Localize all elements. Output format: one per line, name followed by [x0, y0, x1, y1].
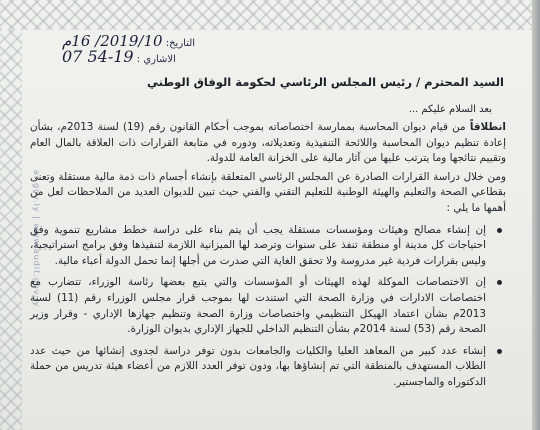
date-label: التاريخ: [165, 38, 196, 49]
decorative-border-left [0, 30, 22, 430]
letter-body [30, 120, 506, 395]
bullet-icon [497, 228, 502, 233]
page-edge-shadow [532, 0, 540, 430]
reference-value: 19-54 07 [62, 47, 134, 66]
salutation: السيد المحترم / رئيس المجلس الرئاسي لحكومة الوفاق الوطني [147, 75, 504, 89]
list-item [30, 344, 506, 391]
date-value: 2019/10/ 16م [62, 32, 163, 50]
bullet-icon [497, 349, 502, 354]
list-item-text: إن إنشاء مصالح وهيئات ومؤسسات مستقلة يجب أن يتم بناء على دراسة خطط مشاريع تنموية وفق احتياجات كل مدينة أو منطقة تنفذ على سنوات وترصد لها الميزانية اللازمة لتنفيذها وفق برامج استراتيجية، وليس بقرارات فردية غير مدروسة ولا تحقق الغاية التي صدرت من أجلها إنما تحمل الدولة أعباء مالية. [30, 223, 486, 267]
side-stamp: ar.gov.ly | www.audit.gov.ly [32, 170, 41, 308]
decorative-border-top [0, 0, 532, 30]
list-item-text: إن الاختصاصات الموكلة لهذه الهيئات أو المؤسسات والتي يتبع بعضها رئاسة الوزراء، تتضارب مع اختصاصات الادارات في وزارة الصحة التي استندت لها بموجب قرار مجلس الوزراء رقم (11) لسنة 2013م بشأن اعتماد الهيكل التنظيمي واختصاصات وزارة الصحة وتنظيم جهازها الإداري - وقرار وزير الصحة رقم (53) لسنة 2014م بشأن التنظيم الداخلي للجهاز الإداري بديوان الوزارة. [30, 276, 487, 336]
bullet-icon [497, 280, 502, 285]
paragraph-findings: ومن خلال دراسة القرارات الصادرة عن المجلس الرئاسي المتعلقة بإنشاء أجسام ذات ذمة مالية مستقلة وتعنى بقطاعي الصحة والتعليم والهيئة الوطنية للتعليم التقني والفني حيث تبين للديوان العديد من الملاحظات لعل من أهمها ما يلي : [30, 170, 506, 214]
paragraph-intro-lead: انطلاقاً [469, 121, 506, 133]
paragraph-intro-text: من قيام ديوان المحاسبة بممارسة اختصاصاته بموجب أحكام القانون رقم (19) لسنة 2013م، بشأن إعادة تنظيم ديوان المحاسبة واللائحة التنفيذية وتعديلاته، ودوره في متابعة القرارات ذات العلاقة بالمال العام وتقييم نتائجها وما يترتب عليها من آثار مالية على الخزانة العامة للدولة. [30, 121, 506, 165]
reference-line [62, 47, 176, 66]
greeting: بعد السلام عليكم ... [408, 104, 492, 115]
list-item-text: إنشاء عدد كبير من المعاهد العليا والكليات والجامعات بدون توفر دراسة لجدوى إنشائها من حيث عدد الطلاب المستهدف بالمنطقة التي تم إنشاؤها بها، ودون توفر العدد اللازم من أعضاء هيئة تدريس من حملة الدكتوراه والماجستير. [30, 344, 486, 388]
paragraph-intro [30, 120, 506, 167]
list-item [30, 275, 506, 337]
reference-label: الاشاري : [136, 54, 176, 65]
list-item [30, 223, 506, 270]
